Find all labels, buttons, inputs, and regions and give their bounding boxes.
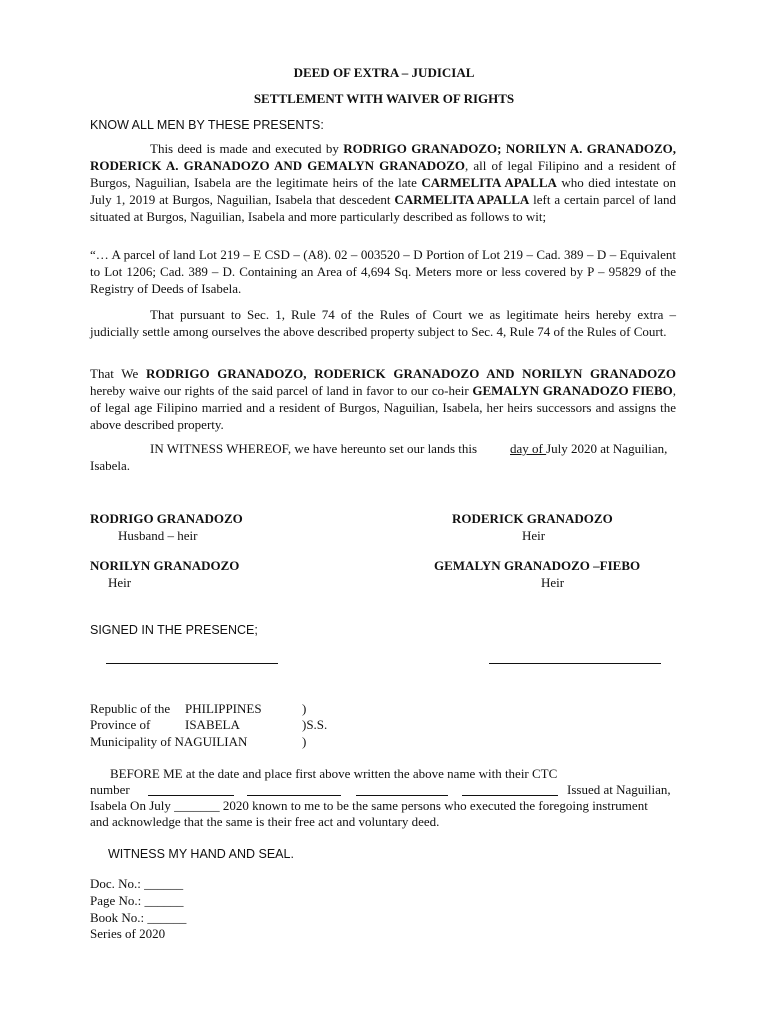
ack-line1: BEFORE ME at the date and place first above written the above name with their CTC: [110, 766, 558, 781]
ack-line4: and acknowledge that the same is their free act and voluntary deed.: [90, 814, 440, 829]
series-year: Series of 2020: [90, 926, 166, 941]
venue-province-value: ISABELA: [185, 717, 240, 732]
doc-no: Doc. No.: ______: [90, 876, 184, 891]
intro-heading: KNOW ALL MEN BY THESE PRESENTS:: [90, 118, 324, 132]
page-no: Page No.: ______: [90, 893, 184, 908]
p1-heirs-names: RODRIGO GRANADOZO; NORILYN A. GRANADOZO, RODERICK A. GRANADOZO AND GEMALYN GRANADOZO: [90, 141, 677, 173]
paragraph-deed-parties: [90, 140, 676, 225]
document-title: DEED OF EXTRA – JUDICIAL: [293, 65, 475, 80]
p1-deceased-name: CARMELITA APALLA: [421, 175, 557, 190]
venue-republic-label: Republic of the: [90, 701, 171, 716]
witness-signature-line-2: [489, 663, 661, 664]
p1-text-a: This deed is made and executed by: [150, 141, 344, 156]
p4-text-c: hereby waive our rights of the said parcel of land in favor to our co-heir: [90, 383, 473, 398]
signed-presence-heading: SIGNED IN THE PRESENCE;: [90, 623, 258, 637]
witness-clause-line2: Isabela.: [90, 458, 131, 473]
signatory-role-4: Heir: [541, 575, 565, 590]
venue-province-label: Province of: [90, 717, 151, 732]
ack-line3: Isabela On July _______ 2020 known to me to be the same persons who executed the foregoing instrument: [90, 798, 648, 813]
p1-text-e: who died intestate on July 1, 2019 at Burgos, Naguilian, Isabela that descedent: [90, 175, 676, 207]
ack-number-label: number: [90, 782, 130, 797]
p4-text-e: , of legal age Filipino married and a resident of Burgos, Naguilian, Isabela, her heirs successors and assigns the above described property.: [90, 383, 676, 432]
venue-municipality-label: Municipality of NAGUILIAN: [90, 734, 248, 749]
paragraph-waiver: [90, 365, 676, 433]
venue-republic-value: PHILIPPINES: [185, 701, 262, 716]
signatory-name-3: NORILYN GRANADOZO: [90, 558, 240, 573]
witness-month-place: July 2020 at Naguilian,: [546, 441, 668, 456]
p1-deceased-name-2: CARMELITA APALLA: [394, 192, 530, 207]
signatory-name-4: GEMALYN GRANADOZO –FIEBO: [434, 558, 641, 573]
ctc-number-blank-4: [462, 795, 558, 796]
signatory-name-2: RODERICK GRANADOZO: [452, 511, 613, 526]
ctc-number-blank-1: [148, 795, 234, 796]
venue-province-paren: )S.S.: [302, 717, 328, 732]
signatory-role-3: Heir: [108, 575, 132, 590]
witness-clause-line1: [150, 440, 477, 457]
witness-day-of: day of: [510, 441, 547, 456]
paragraph-property-description: “… A parcel of land Lot 219 – E CSD – (A8). 02 – 003520 – D Portion of Lot 219 – Cad. 389 – D – Equivalent to Lot 1206; Cad. 389 – D. Containing an Area of 4,694 Sq. Meters more or less covered by P – 95829 of the Registry of Deeds of Isabela.: [90, 247, 676, 296]
ack-issued-at: Issued at Naguilian,: [567, 782, 671, 797]
signatory-name-1: RODRIGO GRANADOZO: [90, 511, 243, 526]
p1-text-g: left a certain parcel of land situated at Burgos, Naguilian, Isabela and more particularly described as follows to wit;: [90, 192, 677, 224]
p4-waiving-heirs: RODRIGO GRANADOZO, RODERICK GRANADOZO AND NORILYN GRANADOZO: [146, 366, 677, 381]
document-subtitle: SETTLEMENT WITH WAIVER OF RIGHTS: [253, 91, 515, 106]
ctc-number-blank-2: [247, 795, 341, 796]
signatory-role-1: Husband – heir: [118, 528, 198, 543]
witness-clause-date: [510, 440, 667, 457]
paragraph-settlement: That pursuant to Sec. 1, Rule 74 of the Rules of Court we as legitimate heirs hereby extra – judicially settle among ourselves the above described property subject to Sec. 4, Rule 74 of the Rules of Court.: [90, 307, 676, 339]
venue-municipality-paren: ): [302, 734, 307, 749]
witness-signature-line-1: [106, 663, 278, 664]
book-no: Book No.: ______: [90, 910, 187, 925]
signatory-role-2: Heir: [522, 528, 546, 543]
witness-clause-text: IN WITNESS WHEREOF, we have hereunto set our lands this: [150, 441, 478, 456]
p4-text-a: That We: [90, 366, 146, 381]
venue-republic-paren: ): [302, 701, 307, 716]
ctc-number-blank-3: [356, 795, 448, 796]
witness-hand-seal: WITNESS MY HAND AND SEAL.: [108, 847, 294, 861]
p4-beneficiary-name: GEMALYN GRANADOZO FIEBO: [472, 383, 673, 398]
p1-text-c: , all of legal Filipino and a resident of Burgos, Naguilian, Isabela are the legitimate heirs of the late: [90, 158, 676, 190]
